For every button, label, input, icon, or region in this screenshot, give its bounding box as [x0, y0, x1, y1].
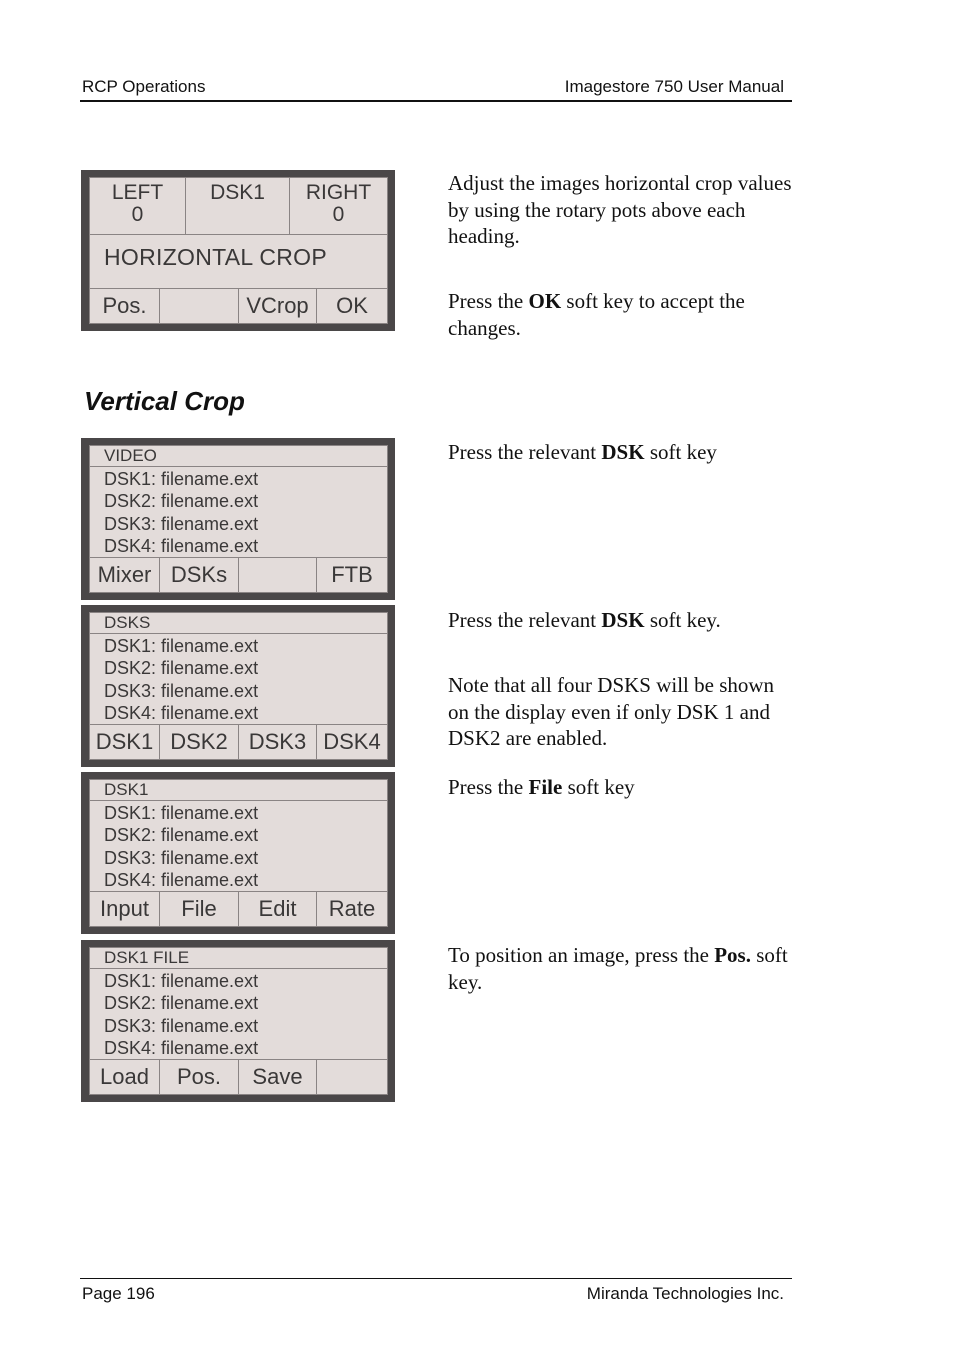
- soft-key-dsk1[interactable]: DSK1: [90, 725, 160, 759]
- text: soft key: [644, 440, 717, 464]
- list-item: DSK4: filename.ext: [104, 702, 259, 723]
- divider: [90, 466, 387, 467]
- divider: [90, 968, 387, 969]
- file-list: [104, 468, 258, 557]
- lcd-dsk1: [81, 772, 395, 934]
- text: To position an image, press the: [448, 943, 715, 967]
- list-item: DSK3: filename.ext: [104, 513, 259, 534]
- file-list: [104, 802, 258, 891]
- soft-key-empty[interactable]: [160, 289, 239, 323]
- heading-left-label: LEFT: [111, 181, 164, 204]
- soft-key-ok[interactable]: OK: [336, 293, 368, 318]
- text: Press the relevant: [448, 608, 602, 632]
- para-press-dsk: [448, 439, 793, 466]
- heading-dsk-label: DSK1: [210, 181, 265, 204]
- soft-key-rate[interactable]: Rate: [328, 896, 376, 921]
- lcd-title: DSK1: [104, 780, 149, 799]
- list-item: DSK1: filename.ext: [104, 803, 259, 823]
- soft-key-row: [90, 557, 387, 592]
- list-item: DSK1: filename.ext: [104, 469, 259, 489]
- list-item: DSK4: filename.ext: [104, 869, 259, 890]
- divider: [90, 633, 387, 634]
- para-adjust-crop: Adjust the images horizontal crop values by using the rotary pots above each heading.: [448, 171, 792, 248]
- list-item: DSK2: filename.ext: [104, 825, 259, 846]
- para-press-file: [448, 774, 793, 801]
- list-item: DSK3: filename.ext: [104, 847, 259, 868]
- lcd-title: HORIZONTAL CROP: [104, 244, 328, 270]
- heading-right: [290, 178, 387, 234]
- header-manual-title: Imagestore 750 User Manual: [564, 77, 784, 96]
- lcd-title: DSKS: [104, 613, 151, 632]
- soft-key-ftb[interactable]: FTB: [331, 562, 373, 587]
- soft-key-pos[interactable]: Pos.: [90, 289, 160, 323]
- list-item: DSK2: filename.ext: [104, 658, 259, 679]
- para-note-dsks: Note that all four DSKS will be shown on the display even if only DSK 1 and DSK2 are enabled.: [448, 673, 775, 750]
- soft-key-row: [90, 288, 387, 323]
- lcd-title: VIDEO: [104, 446, 157, 465]
- soft-key-dsk4[interactable]: DSK4: [323, 729, 381, 754]
- soft-key-pos[interactable]: Pos.: [160, 1060, 239, 1094]
- bold-text: OK: [528, 289, 562, 313]
- file-list: [104, 970, 258, 1059]
- list-item: DSK2: filename.ext: [104, 993, 259, 1014]
- lcd-horizontal-crop: [81, 170, 395, 331]
- heading-right-label: RIGHT: [305, 181, 372, 204]
- page-header: [80, 76, 792, 102]
- bold-text: DSK: [601, 608, 645, 632]
- soft-key-dsks[interactable]: DSKs: [160, 558, 239, 592]
- soft-key-dsk3[interactable]: DSK3: [239, 725, 317, 759]
- text: soft key.: [448, 943, 788, 994]
- lcd-screen: [89, 445, 388, 593]
- heading-left-value: 0: [131, 203, 144, 226]
- lcd-dsk1-file: [81, 940, 395, 1102]
- soft-key-empty[interactable]: [317, 1060, 387, 1094]
- list-item: DSK1: filename.ext: [104, 636, 259, 656]
- soft-key-file[interactable]: File: [160, 892, 239, 926]
- soft-key-edit[interactable]: Edit: [239, 892, 317, 926]
- page-footer: [80, 1278, 792, 1305]
- soft-key-mixer[interactable]: Mixer: [90, 558, 160, 592]
- soft-key-vcrop[interactable]: VCrop: [239, 289, 317, 323]
- bold-text: DSK: [601, 440, 645, 464]
- lcd-screen: [89, 177, 388, 324]
- section-title: Vertical Crop: [84, 386, 245, 416]
- lcd-screen: [89, 612, 388, 760]
- soft-key-save[interactable]: Save: [239, 1060, 317, 1094]
- soft-key-empty[interactable]: [239, 558, 317, 592]
- divider: [90, 800, 387, 801]
- list-item: DSK1: filename.ext: [104, 971, 259, 991]
- list-item: DSK3: filename.ext: [104, 1015, 259, 1036]
- list-item: DSK3: filename.ext: [104, 680, 259, 701]
- list-item: DSK4: filename.ext: [104, 1037, 259, 1058]
- soft-key-input[interactable]: Input: [90, 892, 160, 926]
- lcd-video: [81, 438, 395, 600]
- lcd-dsks: [81, 605, 395, 767]
- soft-key-row: [90, 1059, 387, 1094]
- list-item: DSK4: filename.ext: [104, 535, 259, 556]
- list-item: DSK2: filename.ext: [104, 491, 259, 512]
- bold-text: File: [528, 775, 563, 799]
- lcd-screen: [89, 779, 388, 927]
- text: Press the: [448, 289, 529, 313]
- heading-right-value: 0: [332, 203, 345, 226]
- text: soft key to accept the changes.: [448, 289, 745, 340]
- page-number: Page 196: [82, 1284, 155, 1303]
- lcd-title: DSK1 FILE: [104, 948, 190, 967]
- file-list: [104, 635, 258, 724]
- para-position-image: [448, 942, 793, 995]
- soft-key-load[interactable]: Load: [90, 1060, 160, 1094]
- soft-key-dsk2[interactable]: DSK2: [160, 725, 239, 759]
- soft-key-row: [90, 891, 387, 926]
- heading-dsk: [186, 178, 290, 234]
- heading-left: [90, 178, 186, 234]
- header-section: RCP Operations: [82, 77, 206, 96]
- lcd-screen: [89, 947, 388, 1095]
- company-name: Miranda Technologies Inc.: [586, 1284, 784, 1303]
- soft-key-row: [90, 724, 387, 759]
- para-press-dsk-2: [448, 607, 793, 634]
- bold-text: Pos.: [714, 943, 751, 967]
- text: Press the: [448, 775, 529, 799]
- text: soft key: [562, 775, 635, 799]
- lcd-heading-row: [90, 178, 387, 235]
- text: soft key.: [644, 608, 721, 632]
- text: Press the relevant: [448, 440, 602, 464]
- para-press-ok: [448, 288, 793, 341]
